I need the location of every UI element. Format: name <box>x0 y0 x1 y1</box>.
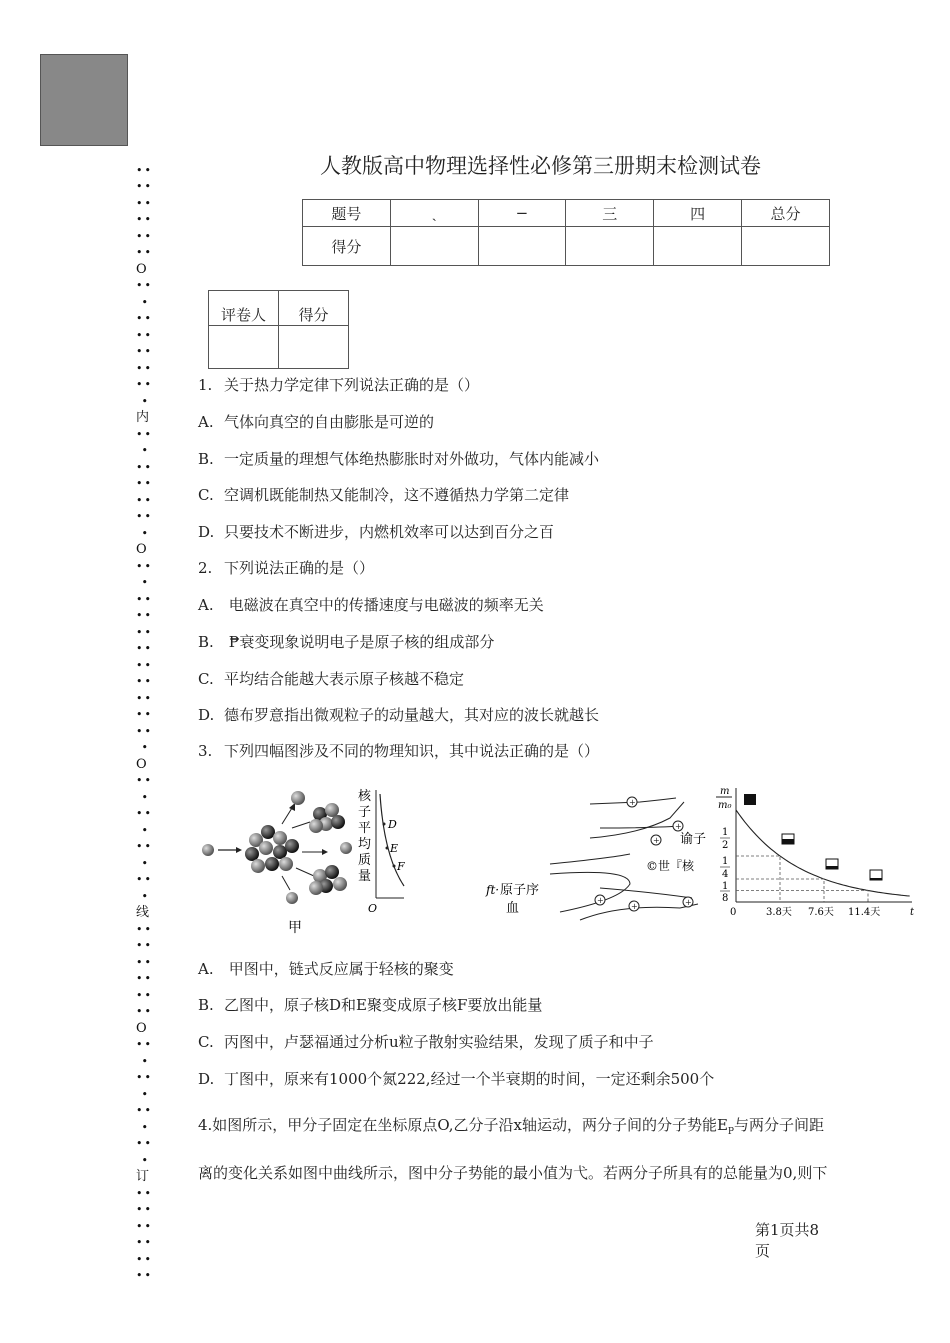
figure-ding-guide-line <box>736 891 868 903</box>
score-cell[interactable] <box>742 227 830 266</box>
reviewer-cell[interactable] <box>209 326 279 369</box>
page-number-suffix: 页 <box>755 1242 771 1260</box>
figure-bing-left-label-2: 血 <box>506 901 520 916</box>
svg-text:+: + <box>653 836 660 845</box>
figure-ding-y-tick: 4 <box>722 869 729 880</box>
question-4-subscript: P <box>727 1127 734 1137</box>
gray-block <box>40 54 128 146</box>
figure-yi-origin: O <box>368 902 378 915</box>
figure-ding-x-tick: t <box>910 907 915 918</box>
question-1-option-d[interactable]: D. 只要技术不断进步，内燃机效率可以达到百分之百 <box>198 523 555 541</box>
question-2-option-c[interactable]: C. 平均结合能越大表示原子核越不稳定 <box>198 670 465 688</box>
figure-yi-axis-char: 量 <box>358 869 372 884</box>
reviewer-header: 评卷人 <box>209 291 279 326</box>
question-3-option-d[interactable]: D. 丁图中，原来有1000个氮222,经过一个半衰期的时间，一定还剩余500个 <box>198 1070 715 1088</box>
figure-jia <box>196 780 366 940</box>
figure-ding-y-tick: 2 <box>722 840 729 851</box>
svg-text:+: + <box>675 822 682 831</box>
score-table <box>302 199 830 266</box>
page-number: 第1页共8 <box>755 1221 820 1239</box>
figure-yi <box>354 786 410 916</box>
figure-bing <box>480 788 710 923</box>
score-header: 三 <box>566 200 654 227</box>
figure-yi-axis-char: 核 <box>358 789 372 804</box>
page-footer <box>755 1220 819 1262</box>
figure-jia-label: 甲 <box>288 920 302 936</box>
score-header: 题号 <box>303 200 391 227</box>
binding-mark: 内 <box>136 410 150 425</box>
question-3-option-b[interactable]: B. 乙图中，原子核D和E聚变成原子核F要放出能量 <box>198 996 543 1014</box>
figure-ding-y-tick: 1 <box>722 827 729 838</box>
reviewer-score-header: 得分 <box>279 291 349 326</box>
question-1-option-a[interactable]: A. 气体向真空的自由膨胀是可逆的 <box>198 413 435 431</box>
binding-mark: O <box>136 1020 147 1036</box>
score-row-label: 得分 <box>303 227 391 266</box>
figure-yi-axis-char: 质 <box>358 853 372 868</box>
figure-ding-decay-chart <box>712 780 922 922</box>
score-header: 总分 <box>742 200 830 227</box>
question-1-option-b[interactable]: B. 一定质量的理想气体绝热膨胀时对外做功，气体内能减小 <box>198 450 600 468</box>
score-cell[interactable] <box>654 227 742 266</box>
figure-ding-y-label-bottom: m₀ <box>718 800 732 811</box>
question-3-option-c[interactable]: C. 丙图中，卢瑟福通过分析u粒子散射实验结果，发现了质子和中子 <box>198 1033 654 1051</box>
figure-yi-axis-char: 均 <box>358 837 372 852</box>
reviewer-score-cell[interactable] <box>279 326 349 369</box>
figure-yi-letter: E <box>390 842 399 855</box>
figure-ding-y-label-top: m <box>720 786 730 797</box>
figure-ding-x-tick: 11.4天 <box>848 907 881 918</box>
question-2-option-d[interactable]: D. 德布罗意指出微观粒子的动量越大，其对应的波长就越长 <box>198 706 600 724</box>
figure-ding-y-tick: 1 <box>722 856 729 867</box>
score-header: − <box>478 200 566 227</box>
svg-text:+: + <box>597 896 604 905</box>
figure-yi-letter: F <box>397 860 405 873</box>
question-2-option-b[interactable]: B. ₱衰变现象说明电子是原子核的组成部分 <box>198 633 495 651</box>
figure-bing-center-label: ©世『核 <box>646 859 695 873</box>
reviewer-table <box>208 290 349 369</box>
figure-yi-axis-char: 子 <box>358 805 372 820</box>
question-1-stem: 1. 关于热力学定律下列说法正确的是（） <box>198 376 480 394</box>
page-title: 人教版高中物理选择性必修第三册期末检测试卷 <box>320 154 761 178</box>
figure-ding-sample-box <box>744 794 756 805</box>
svg-text:+: + <box>631 902 638 911</box>
score-cell[interactable] <box>478 227 566 266</box>
question-3-option-a[interactable]: A. 甲图中，链式反应属于轻核的聚变 <box>198 960 454 978</box>
question-3-stem: 3. 下列四幅图涉及不同的物理知识，其中说法正确的是（） <box>198 742 600 760</box>
binding-mark: O <box>136 261 147 277</box>
question-4-line-2: 离的变化关系如图中曲线所示，图中分子势能的最小值为弋。若两分子所具有的总能量为0,则下 <box>198 1164 828 1182</box>
binding-mark: 线 <box>136 905 150 920</box>
binding-mark: 订 <box>136 1169 150 1184</box>
score-header: 四 <box>654 200 742 227</box>
figure-ding-x-tick: 7.6天 <box>808 907 834 918</box>
binding-line: •• •• •• •• •• •• O •• • •• •• •• •• •• • 内 •• • •• •• •• •• • O •• • •• •• •• •• •• •• •• •• •• • O •• • •• • •• • •• • 线 •• •• •• •• •• •• O •• • •• • •• • •• • 订 •• •• •• •• •• •• <box>136 163 153 1282</box>
svg-text:+: + <box>629 798 636 807</box>
score-cell[interactable] <box>566 227 654 266</box>
figure-ding-x-tick: 3.8天 <box>766 907 792 918</box>
figure-ding-x-tick: 0 <box>730 907 737 918</box>
figure-ding-y-tick: 1 <box>722 881 729 892</box>
figure-bing-nucleus-label: 谕子 <box>680 832 707 847</box>
binding-mark: O <box>136 756 147 772</box>
figure-bing-left-label: 原子序 <box>500 883 540 898</box>
question-4-line-1: 4.如图所示，甲分子固定在坐标原点O,乙分子沿x轴运动，两分子间的分子势能$E_P$与两分子间距 <box>198 1116 824 1137</box>
question-2-option-a[interactable]: A. 电磁波在真空中的传播速度与电磁波的频率无关 <box>198 596 544 614</box>
score-header: ˏ <box>390 200 478 227</box>
binding-mark: O <box>136 542 147 557</box>
figure-bing-left-prefix: ft· <box>486 883 500 897</box>
figure-ding-y-tick: 8 <box>722 893 729 904</box>
svg-text:+: + <box>685 898 692 907</box>
figure-yi-axis-char: 平 <box>358 821 372 836</box>
score-cell[interactable] <box>390 227 478 266</box>
question-2-stem: 2. 下列说法正确的是（） <box>198 559 375 577</box>
figure-yi-letter: D <box>388 818 397 831</box>
question-1-option-c[interactable]: C. 空调机既能制热又能制冷，这不遵循热力学第二定律 <box>198 486 570 504</box>
figure-ding-decay-curve <box>736 810 910 896</box>
